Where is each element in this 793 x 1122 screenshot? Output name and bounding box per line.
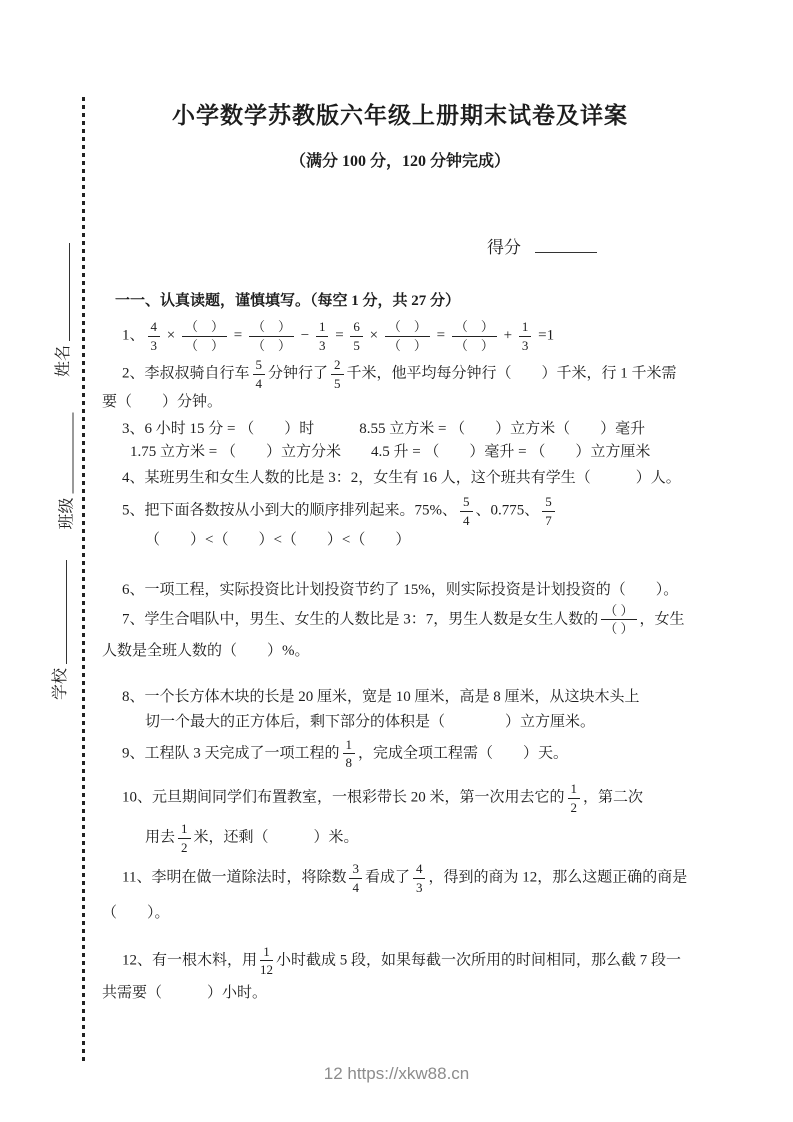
fraction: $\frac{( )}{( )}$ <box>182 319 227 353</box>
question-text: = <box>432 327 449 344</box>
question-text: 人数是全班人数的（ ）%。 <box>102 642 310 659</box>
question-line <box>100 943 712 979</box>
name-field <box>53 243 73 377</box>
fraction: $\frac{1}{2}$ <box>568 781 581 815</box>
page-title: 小学数学苏教版六年级上册期末试卷及详案 <box>172 103 628 128</box>
class-field-label: 班级 <box>58 497 76 530</box>
question-text: 用去 <box>145 829 176 846</box>
fraction: $\frac{1}{12}$ <box>260 943 274 978</box>
question-line <box>100 903 712 923</box>
question-text: 共需要（ ）小时。 <box>102 984 268 1001</box>
question-line <box>100 736 712 772</box>
question-text: 11、李明在做一道除法时，将除数 <box>122 869 347 886</box>
question-line <box>100 356 712 392</box>
question-text: ，完成全项工程需（ ）天。 <box>358 745 569 762</box>
fraction: $\frac{1}{2}$ <box>178 821 191 855</box>
question-line <box>100 530 712 550</box>
question-line <box>100 641 712 661</box>
question-line <box>100 580 712 600</box>
fraction: $\frac{1}{3}$ <box>316 319 329 353</box>
question-line <box>100 602 712 638</box>
fraction: $\frac{( )}{( )}$ <box>249 319 294 353</box>
page-footer: 12 https://xkw88.cn <box>323 1064 470 1083</box>
question-text: 小时截成 5 段，如果每截一次所用的时间相同，那么截 7 段一 <box>276 952 682 969</box>
fraction: $\frac{( )}{( )}$ <box>601 603 636 637</box>
question-text: 1.75 立方米 = （ ）立方分米 4.5 升 = （ ）毫升 = （ ）立方厘米 <box>130 444 651 461</box>
question-text: 千米，他平均每分钟行（ ）千米，行 1 千米需 <box>346 365 677 382</box>
name-blank <box>69 243 70 341</box>
question-line <box>100 442 712 462</box>
question-line <box>100 860 712 896</box>
fraction: $\frac{4}{3}$ <box>148 319 161 353</box>
question-text: 4、某班男生和女生人数的比是 3：2，女生有 16 人，这个班共有学生（ ）人。 <box>122 470 681 487</box>
fraction: $\frac{4}{3}$ <box>413 861 426 895</box>
question-text: 、0.775、 <box>475 502 540 519</box>
school-field-label: 学校 <box>52 667 69 700</box>
question-line <box>100 392 712 412</box>
question-text: − <box>296 327 313 344</box>
questions-list <box>100 318 712 1003</box>
question-text: 10、元旦期间同学们布置教室，一根彩带长 20 米，第一次用去它的 <box>122 789 565 806</box>
fraction: $\frac{( )}{( )}$ <box>385 319 430 353</box>
score-blank <box>535 235 597 253</box>
question-text: + <box>499 327 516 344</box>
seal-dashed-line <box>82 97 85 1062</box>
question-text: ，得到的商为 12，那么这题正确的商是 <box>428 869 688 886</box>
question-text: × <box>163 327 179 344</box>
question-text: = <box>230 327 246 344</box>
question-text: ，第二次 <box>583 789 644 806</box>
school-blank <box>66 560 67 664</box>
question-text: 9、工程队 3 天完成了一项工程的 <box>122 745 340 762</box>
score-row <box>487 233 597 258</box>
question-text: × <box>365 327 382 344</box>
question-text: 看成了 <box>364 869 410 886</box>
question-text: 米，还剩（ ）米。 <box>193 829 359 846</box>
fraction: $\frac{6}{5}$ <box>350 319 363 353</box>
name-field-label: 姓名 <box>55 344 72 377</box>
fraction: $\frac{3}{4}$ <box>349 861 362 895</box>
question-text: （ ）<（ ）<（ ）<（ ） <box>145 531 411 548</box>
question-text: 3、6 小时 15 分 = （ ）时 8.55 立方米 = （ ）立方米（ ）毫升 <box>122 421 646 438</box>
question-text: 7、学生合唱队中，男生、女生的人数比是 3：7，男生人数是女生人数的 <box>122 611 599 628</box>
question-text: =1 <box>534 327 555 344</box>
question-line <box>100 712 712 732</box>
question-text: 5、把下面各数按从小到大的顺序排列起来。75%、 <box>122 502 457 519</box>
question-line <box>100 468 712 488</box>
fraction: $\frac{5}{7}$ <box>542 494 555 528</box>
fraction: $\frac{1}{8}$ <box>343 737 356 771</box>
fraction: $\frac{( )}{( )}$ <box>452 319 497 353</box>
question-line <box>100 983 712 1003</box>
question-line <box>100 419 712 439</box>
score-label: 得分 <box>487 238 521 257</box>
question-text: 切一个最大的正方体后，剩下部分的体积是（ ）立方厘米。 <box>145 713 596 730</box>
question-text: 要（ ）分钟。 <box>102 394 223 411</box>
question-line <box>100 318 712 354</box>
question-text: = <box>331 327 348 344</box>
fraction: $\frac{5}{4}$ <box>460 494 473 528</box>
question-text: ，女生 <box>639 611 685 628</box>
question-text: 1、 <box>122 327 145 344</box>
question-text: 12、有一根木料，用 <box>122 952 258 969</box>
question-line <box>100 780 712 816</box>
question-line <box>100 687 712 707</box>
question-line <box>100 820 712 856</box>
question-text: 6、一项工程，实际投资比计划投资节约了 15%，则实际投资是计划投资的（ ）。 <box>122 581 679 598</box>
question-text: 8、一个长方体木块的长是 20 厘米，宽是 10 厘米，高是 8 厘米，从这块木头上 <box>122 688 640 705</box>
school-field <box>50 560 70 700</box>
fraction: $\frac{5}{4}$ <box>253 357 266 391</box>
section-heading: 一一、认真读题，谨慎填写。（每空 1 分，共 27 分） <box>115 293 461 309</box>
fraction: $\frac{1}{3}$ <box>519 319 532 353</box>
page-subtitle: （满分 100 分，120 分钟完成） <box>289 153 510 170</box>
class-field <box>57 413 77 530</box>
class-blank <box>73 413 74 494</box>
question-text: （ ）。 <box>102 904 170 921</box>
question-text: 分钟行了 <box>268 365 329 382</box>
question-text: 2、李叔叔骑自行车 <box>122 365 250 382</box>
fraction: $\frac{2}{5}$ <box>331 357 344 391</box>
question-line <box>100 493 712 529</box>
